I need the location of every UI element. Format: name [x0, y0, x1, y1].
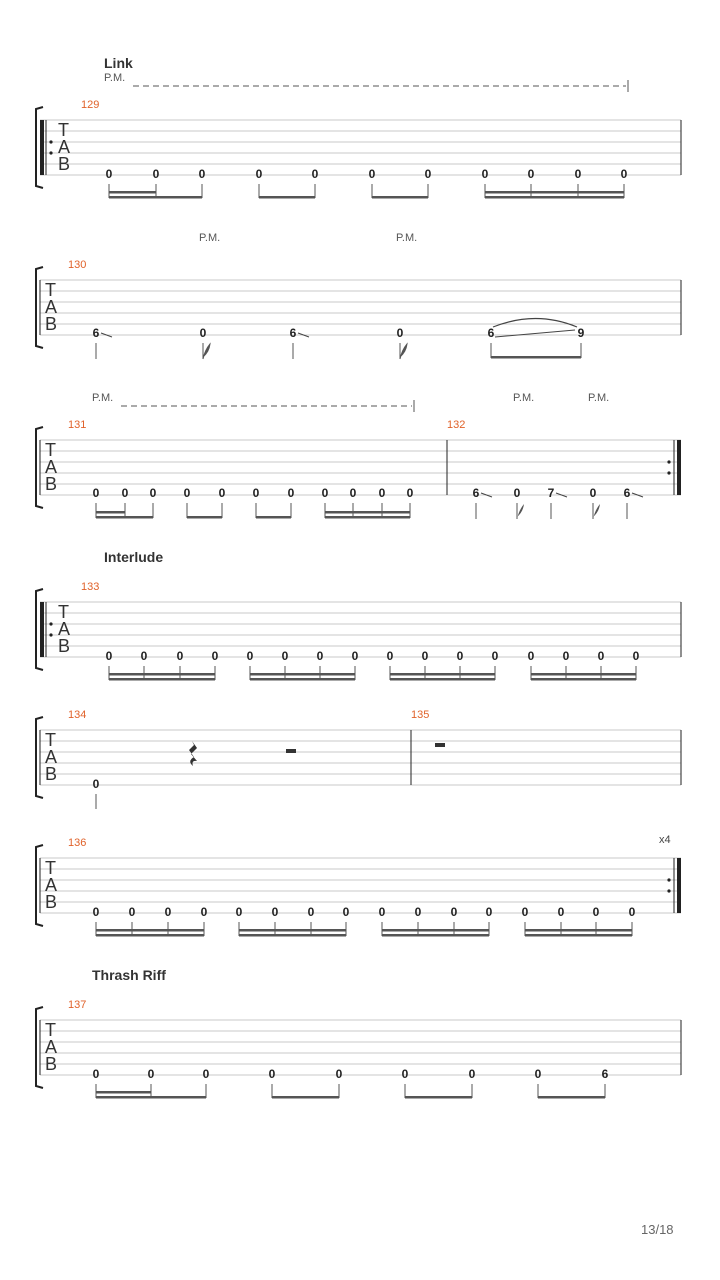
fret-number: 0 — [414, 905, 422, 919]
fret-number: 0 — [218, 486, 226, 500]
fret-number: 6 — [92, 326, 100, 340]
fret-number: 0 — [281, 649, 289, 663]
section-label-link: Link — [104, 55, 133, 71]
half-rest-icon — [286, 749, 296, 753]
tab-clef-t: T — [58, 602, 69, 622]
fret-number: 0 — [202, 1067, 210, 1081]
system-5 — [36, 709, 681, 809]
note-stems — [96, 1084, 605, 1098]
staff-lines — [40, 280, 681, 335]
tab-clef-b: B — [45, 1054, 58, 1074]
fret-number: 0 — [342, 905, 350, 919]
fret-number: 0 — [521, 905, 529, 919]
bar-number-129: 129 — [81, 99, 100, 111]
fret-number: 0 — [92, 486, 100, 500]
repeat-dot — [667, 889, 670, 892]
bar-number-131: 131 — [68, 419, 87, 431]
fret-number: 0 — [574, 167, 582, 181]
fret-number: 0 — [311, 167, 319, 181]
fret-number: 0 — [424, 167, 432, 181]
repeat-end-thick — [677, 440, 681, 495]
tab-clef-a: A — [45, 457, 58, 477]
fret-number: 0 — [386, 649, 394, 663]
repeat-dot — [49, 622, 52, 625]
bar-number-135: 135 — [411, 709, 430, 721]
tab-clef-a: A — [45, 747, 58, 767]
fret-number: 0 — [468, 1067, 476, 1081]
slides — [101, 319, 577, 338]
fret-number: 0 — [589, 486, 597, 500]
tab-clef-b: B — [45, 764, 58, 784]
tab-clef-a: A — [45, 875, 58, 895]
fret-number: 0 — [485, 905, 493, 919]
fret-number: 0 — [199, 326, 207, 340]
notes — [106, 167, 628, 181]
fret-number: 0 — [456, 649, 464, 663]
staff-lines — [40, 1020, 681, 1075]
repeat-dot — [49, 151, 52, 154]
fret-number: 0 — [592, 905, 600, 919]
system-1 — [36, 55, 681, 199]
fret-number: 0 — [513, 486, 521, 500]
fret-number: 0 — [628, 905, 636, 919]
fret-number: 0 — [92, 1067, 100, 1081]
notes — [93, 326, 585, 340]
beams — [96, 1091, 605, 1099]
fret-number: 0 — [491, 649, 499, 663]
fret-number: 0 — [534, 1067, 542, 1081]
system-6 — [36, 834, 681, 937]
staff-lines — [40, 858, 681, 913]
palm-mute-label: P.M. — [396, 232, 418, 244]
bar-number-134: 134 — [68, 709, 87, 721]
quarter-rest-icon — [189, 741, 197, 766]
tab-clef-t: T — [45, 440, 56, 460]
repeat-dot — [667, 460, 670, 463]
tab-clef-b: B — [45, 474, 58, 494]
fret-number: 0 — [200, 905, 208, 919]
bar-number-133: 133 — [81, 581, 100, 593]
palm-mute-label: P.M. — [513, 392, 535, 404]
fret-number: 0 — [183, 486, 191, 500]
fret-number: 0 — [255, 167, 263, 181]
fret-number: 9 — [577, 326, 585, 340]
fret-number: 6 — [623, 486, 631, 500]
section-label-thrash-riff: Thrash Riff — [92, 967, 166, 983]
fret-number: 6 — [472, 486, 480, 500]
fret-number: 0 — [378, 905, 386, 919]
tab-clef-a: A — [58, 137, 71, 157]
fret-number: 0 — [147, 1067, 155, 1081]
notes — [93, 905, 636, 919]
fret-number: 6 — [601, 1067, 609, 1081]
beams — [491, 356, 581, 359]
fret-number: 0 — [406, 486, 414, 500]
beams — [109, 191, 624, 199]
whole-rest-icon — [435, 743, 445, 747]
fret-number: 0 — [368, 167, 376, 181]
repeat-count: x4 — [659, 834, 671, 846]
fret-number: 0 — [140, 649, 148, 663]
bar-number-132: 132 — [447, 419, 466, 431]
fret-number: 0 — [198, 167, 206, 181]
fret-number: 0 — [307, 905, 315, 919]
fret-number: 0 — [128, 905, 136, 919]
repeat-dot — [667, 878, 670, 881]
bar-number-137: 137 — [68, 999, 87, 1011]
fret-number: 0 — [562, 649, 570, 663]
tab-clef-b: B — [58, 154, 71, 174]
fret-number: 0 — [321, 486, 329, 500]
tab-clef-b: B — [58, 636, 71, 656]
tab-clef-t: T — [58, 120, 69, 140]
fret-number: 0 — [349, 486, 357, 500]
repeat-end-thick — [677, 858, 681, 913]
fret-number: 0 — [527, 167, 535, 181]
repeat-dot — [49, 140, 52, 143]
fret-number: 0 — [396, 326, 404, 340]
staff-lines — [40, 730, 681, 785]
page-number: 13/18 — [641, 1222, 674, 1237]
fret-number: 0 — [351, 649, 359, 663]
fret-number: 0 — [421, 649, 429, 663]
staff-lines — [40, 120, 681, 175]
fret-number: 0 — [105, 649, 113, 663]
beams — [96, 929, 632, 937]
fret-number: 0 — [597, 649, 605, 663]
fret-number: 0 — [164, 905, 172, 919]
beams — [109, 673, 636, 681]
section-label-interlude: Interlude — [104, 549, 164, 565]
fret-number: 0 — [316, 649, 324, 663]
fret-number: 0 — [149, 486, 157, 500]
tab-clef-b: B — [45, 314, 58, 334]
staff-lines — [40, 602, 681, 657]
repeat-dot — [667, 471, 670, 474]
fret-number: 6 — [487, 326, 495, 340]
system-4 — [36, 549, 681, 681]
fret-number: 0 — [211, 649, 219, 663]
repeat-start-thick — [40, 602, 44, 657]
fret-number: 0 — [268, 1067, 276, 1081]
fret-number: 0 — [246, 649, 254, 663]
fret-number: 0 — [450, 905, 458, 919]
fret-number: 0 — [121, 486, 129, 500]
repeat-start-thick — [40, 120, 44, 175]
palm-mute-label: P.M. — [199, 232, 221, 244]
tab-clef-a: A — [58, 619, 71, 639]
system-3 — [36, 392, 681, 519]
notes — [106, 649, 640, 663]
fret-number: 6 — [289, 326, 297, 340]
staff-lines — [40, 440, 681, 495]
bar-number-136: 136 — [68, 837, 87, 849]
fret-number: 0 — [287, 486, 295, 500]
fret-number: 0 — [235, 905, 243, 919]
system-2 — [36, 232, 681, 359]
tab-clef-a: A — [45, 297, 58, 317]
fret-number: 0 — [92, 905, 100, 919]
fret-number: 0 — [632, 649, 640, 663]
repeat-dot — [49, 633, 52, 636]
palm-mute-label: P.M. — [588, 392, 610, 404]
tab-clef-b: B — [45, 892, 58, 912]
fret-number: 0 — [401, 1067, 409, 1081]
fret-number: 0 — [620, 167, 628, 181]
fret-number: 0 — [252, 486, 260, 500]
system-7 — [36, 967, 681, 1099]
fret-number: 7 — [547, 486, 555, 500]
fret-number: 0 — [335, 1067, 343, 1081]
tab-clef-t: T — [45, 730, 56, 750]
fret-number: 0 — [152, 167, 160, 181]
fret-number: 0 — [557, 905, 565, 919]
palm-mute-label: P.M. — [104, 72, 126, 84]
bar-number-130: 130 — [68, 259, 87, 271]
beams — [96, 504, 600, 519]
notes — [93, 486, 631, 500]
fret-number: 0 — [105, 167, 113, 181]
fret-number: 0 — [378, 486, 386, 500]
palm-mute-label: P.M. — [92, 392, 114, 404]
fret-number: 0 — [92, 777, 100, 791]
fret-number: 0 — [481, 167, 489, 181]
notes — [93, 1067, 609, 1081]
tab-clef-t: T — [45, 280, 56, 300]
fret-number: 0 — [271, 905, 279, 919]
fret-number: 0 — [176, 649, 184, 663]
fret-number: 0 — [527, 649, 535, 663]
tab-clef-t: T — [45, 1020, 56, 1040]
tab-clef-a: A — [45, 1037, 58, 1057]
tab-clef-t: T — [45, 858, 56, 878]
